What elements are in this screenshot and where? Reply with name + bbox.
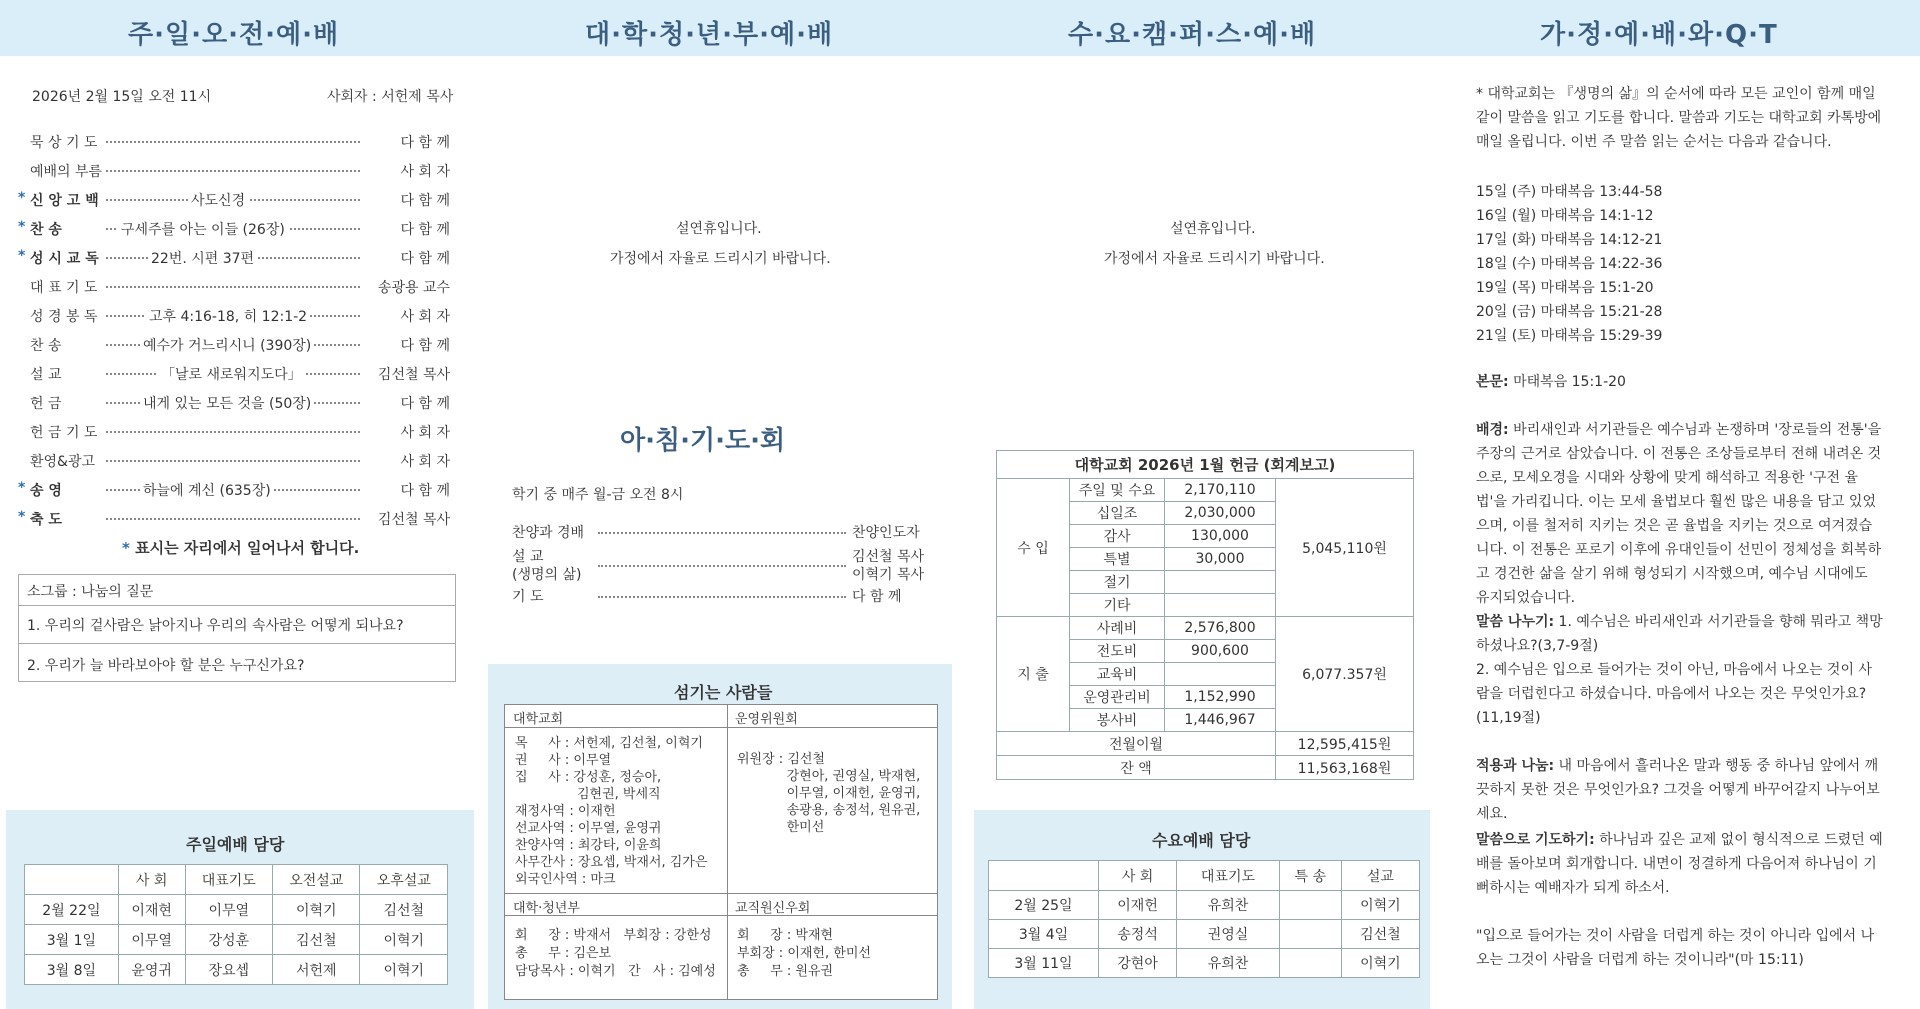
share-value-2: 2. 예수님은 입으로 들어가는 것이 아닌, 마음에서 나오는 것이 사람을 더럽힌다고 하셨습니다. 마음에서 나오는 것은 무엇인가요?(11,19절): [1476, 662, 1872, 726]
order-row: [18, 276, 450, 298]
duty-cell: 이무열: [185, 895, 272, 925]
income-item: 십일조: [1070, 502, 1165, 525]
income-item: 주일 및 수요: [1070, 479, 1165, 502]
stand-star: *: [18, 219, 26, 235]
morning-who-2b: 이혁기 목사: [852, 567, 925, 583]
order-label: 헌 금: [30, 396, 62, 412]
expense-item: 사례비: [1070, 617, 1165, 640]
order-row: [18, 247, 450, 269]
order-label: 헌 금 기 도: [30, 425, 98, 441]
duty-header-cell: 사 회: [1098, 861, 1176, 891]
duty-header-cell: 대표기도: [1177, 861, 1280, 891]
stand-star: *: [18, 480, 26, 496]
morning-item-2: 설 교: [512, 549, 544, 565]
duty-cell: 강성훈: [185, 925, 272, 955]
youth-break-1: 설연휴입니다.: [676, 221, 762, 237]
dots: [106, 460, 360, 462]
order-label: 대 표 기 도: [30, 280, 98, 296]
bg-value: 바리새인과 서기관들은 예수님과 논쟁하며 '장로들의 전통'을 주장의 근거로 삼았습니다. 이 전통은 조상들로부터 전해 내려온 것으로, 모세오경을 시대와 상황에 맞게 해석하고 적용한 '구전 율법'을 가리킵니다. 이는 모세 율법보다 훨씬 많은 내용을 담고 있었으며, 이를 철저히 지키는 것은 곧 율법을 지키는 것으로 여겨졌습니다. 이 전통은 포로기 이후에 유대인들이 선민이 정체성을 회복하고 경건한 삶을 살기 위해 형성되기 시작했으며, 예수님 시대에도 유지되었습니다.: [1476, 422, 1882, 606]
share-label: 말씀 나누기:: [1476, 614, 1555, 630]
duty-cell: 송정석: [1098, 920, 1176, 949]
servants-panel: [488, 664, 952, 1009]
duty-header-cell: 설교: [1341, 861, 1419, 891]
staff-head: 교직원신우회: [735, 901, 811, 916]
background-section: [1476, 418, 1884, 610]
wednesday-duty-title: 수요예배 담당: [1152, 831, 1251, 850]
divider: [505, 893, 937, 894]
morning-who-3: 다 함 께: [852, 589, 902, 605]
sunday-presider: 사회자 : 서헌제 목사: [327, 89, 454, 105]
stand-star: *: [18, 509, 26, 525]
family-header: [1440, 0, 1920, 56]
morning-time: 학기 중 매주 월-금 오전 8시: [512, 487, 684, 503]
sunday-column: [0, 0, 480, 1009]
income-item: 절기: [1070, 571, 1165, 594]
list-item: 찬양사역 : 최강타, 이윤희: [515, 838, 662, 853]
reading-list: [1476, 180, 1662, 348]
duty-cell: 유희찬: [1177, 949, 1280, 978]
duty-cell: [1279, 891, 1341, 920]
apply-section: [1476, 754, 1884, 826]
church-head: 대학교회: [513, 712, 564, 727]
duty-cell: 윤영귀: [118, 955, 185, 985]
table-row: [25, 895, 448, 925]
order-label: 신 앙 고 백: [30, 193, 99, 209]
income-value: 30,000: [1165, 548, 1276, 571]
duty-header-cell: 사 회: [118, 865, 185, 895]
order-person: 사 회 자: [398, 161, 450, 181]
list-item: 위원장 : 김선철: [737, 752, 825, 767]
apply-label: 적용과 나눔:: [1476, 758, 1555, 774]
carry-label: 전월이월: [997, 732, 1276, 756]
order-row: [18, 305, 450, 327]
order-person: 다 함 께: [398, 393, 450, 413]
order-label: 설 교: [30, 367, 62, 383]
duty-cell: 이혁기: [1341, 891, 1419, 920]
duty-cell: 강현아: [1098, 949, 1176, 978]
duty-cell: 유희찬: [1177, 891, 1280, 920]
youth-head: 대학·청년부: [513, 901, 580, 916]
order-row: [18, 189, 450, 211]
order-detail: 구세주를 아는 이들 (26장): [118, 219, 288, 239]
wednesday-column: [960, 0, 1440, 1009]
duty-header-cell: 오후설교: [360, 865, 448, 895]
income-value: 2,170,110: [1165, 479, 1276, 502]
income-total: 5,045,110원: [1276, 479, 1414, 617]
stand-note-text: 표시는 자리에서 일어나서 합니다.: [135, 539, 360, 557]
income-item: 감사: [1070, 525, 1165, 548]
smallgroup-box: [18, 574, 456, 682]
expense-value: 900,600: [1165, 640, 1276, 663]
dots: [598, 532, 846, 534]
sunday-duty-title: 주일예배 담당: [186, 835, 285, 854]
order-row: [18, 508, 450, 530]
order-person: 사 회 자: [398, 422, 450, 442]
morning-title: 아·침·기·도·회: [620, 426, 786, 456]
staff-list: [737, 927, 871, 981]
stand-star: *: [18, 248, 26, 264]
order-person: 김선철 목사: [375, 509, 450, 529]
list-item: 김현권, 박세직: [515, 787, 661, 802]
duty-cell: 김선철: [1341, 920, 1419, 949]
wednesday-duty-panel: [974, 810, 1430, 1009]
duty-header-cell: [25, 865, 119, 895]
duty-header-cell: 대표기도: [185, 865, 272, 895]
expense-value: 1,152,990: [1165, 686, 1276, 709]
offering-table: [996, 450, 1414, 780]
order-detail: 고후 4:16-18, 히 12:1-2: [146, 306, 310, 326]
order-detail: 내게 있는 모든 것을 (50장): [140, 393, 314, 413]
verse-quote: "입으로 들어가는 것이 사람을 더럽게 하는 것이 아니라 입에서 나오는 그것이 사람을 더럽게 하는 것이니라"(마 15:11): [1476, 928, 1875, 968]
duty-cell: 서헌제: [273, 955, 360, 985]
duty-cell: [1279, 949, 1341, 978]
list-item: 한미선: [737, 820, 825, 835]
order-detail: 「날로 새로워지도다」: [158, 364, 305, 384]
order-label: 축 도: [30, 512, 62, 528]
stand-note: [122, 537, 359, 558]
income-item: 특별: [1070, 548, 1165, 571]
youth-header: [480, 0, 960, 56]
list-item: 강현아, 권영실, 박재현,: [737, 769, 921, 784]
list-item: 회 장 : 박재현: [737, 928, 834, 943]
expense-item: 전도비: [1070, 640, 1165, 663]
list-item: 외국인사역 : 마크: [515, 872, 616, 887]
sunday-duty-panel: [6, 810, 474, 1009]
order-person: 사 회 자: [398, 451, 450, 471]
order-row: [18, 131, 450, 153]
order-person: 김선철 목사: [375, 364, 450, 384]
duty-cell: 김선철: [360, 895, 448, 925]
income-value: 130,000: [1165, 525, 1276, 548]
order-detail: 예수가 거느리시니 (390장): [140, 335, 314, 355]
divider: [19, 605, 455, 606]
prayer-section: [1476, 828, 1884, 900]
divider: [727, 705, 728, 999]
list-item: 부회장 : 이재헌, 한미선: [737, 946, 871, 961]
youth-break-2: 가정에서 자율로 드리시기 바랍니다.: [610, 251, 831, 267]
committee-list: [737, 751, 920, 836]
sunday-date: 2026년 2월 15일 오전 11시: [32, 89, 212, 105]
duty-header-cell: [989, 861, 1099, 891]
apply-value: 내 마음에서 흘러나온 말과 행동 중 하나님 앞에서 깨끗하지 못한 것은 무엇인가요? 그것을 어떻게 바꾸어갈지 나누어보세요.: [1476, 758, 1880, 822]
list-item: 권 사 : 이무열: [515, 753, 612, 768]
order-row: [18, 334, 450, 356]
list-item: 집 사 : 강성훈, 정승아,: [515, 770, 662, 785]
wednesday-title: 수·요·캠·퍼·스·예·배: [1068, 20, 1317, 50]
order-person: 다 함 께: [398, 132, 450, 152]
balance-label: 잔 액: [997, 756, 1276, 780]
church-list: [515, 735, 707, 888]
text-label: 본문:: [1476, 374, 1509, 390]
expense-total: 6,077.357원: [1276, 617, 1414, 732]
expense-value: 1,446,967: [1165, 709, 1276, 732]
duty-header-cell: 특 송: [1279, 861, 1341, 891]
morning-who-1: 찬양인도자: [852, 525, 920, 541]
duty-cell: 이무열: [118, 925, 185, 955]
income-value: [1165, 571, 1276, 594]
order-person: 다 함 께: [398, 248, 450, 268]
duty-cell: 3월 8일: [25, 955, 119, 985]
list-item: 사무간사 : 장요셉, 박재서, 김가은: [515, 855, 708, 870]
expense-label: 지 출: [997, 617, 1070, 732]
order-detail: 하늘에 계신 (635장): [140, 480, 274, 500]
income-item: 기타: [1070, 594, 1165, 617]
expense-item: 봉사비: [1070, 709, 1165, 732]
income-value: [1165, 594, 1276, 617]
order-row: [18, 450, 450, 472]
sunday-duty-table: [24, 864, 448, 985]
divider: [505, 727, 937, 728]
order-label: 성 경 봉 독: [30, 309, 98, 325]
reading-item: 21일 (토) 마태복음 15:29-39: [1476, 328, 1663, 344]
stand-note-star: *: [122, 539, 130, 557]
order-label: 예배의 부름: [30, 164, 103, 180]
order-row: [18, 160, 450, 182]
share-value-1: 1. 예수님은 바리새인과 서기관들을 향해 뭐라고 책망하셨나요?(3,7-9절): [1476, 614, 1883, 654]
dots: [598, 596, 846, 598]
duty-cell: [1279, 920, 1341, 949]
youth-list: [515, 927, 716, 981]
order-person: 사 회 자: [398, 306, 450, 326]
pray-label: 말씀으로 기도하기:: [1476, 832, 1595, 848]
table-row: [989, 949, 1420, 978]
wednesday-break-2: 가정에서 자율로 드리시기 바랍니다.: [1104, 251, 1325, 267]
table-row: [25, 955, 448, 985]
reading-item: 16일 (월) 마태복음 14:1-12: [1476, 208, 1654, 224]
expense-value: 2,576,800: [1165, 617, 1276, 640]
dots: [598, 565, 846, 567]
morning-item-1: 찬양과 경배: [512, 525, 585, 541]
order-detail: 22번. 시편 37편: [148, 248, 257, 268]
family-intro: * 대학교회는 『생명의 삶』의 순서에 따라 모든 교인이 함께 매일 같이 말씀을 읽고 기도를 합니다. 말씀과 기도는 대학교회 카톡방에 매일 올립니다. 이번 주 말씀 읽는 순서는 다음과 같습니다.: [1476, 86, 1882, 150]
smallgroup-title: 소그룹 : 나눔의 질문: [27, 584, 154, 600]
family-title: 가·정·예·배·와·Q·T: [1540, 20, 1778, 50]
order-row: [18, 392, 450, 414]
table-row: [989, 891, 1420, 920]
order-label: 성 시 교 독: [30, 251, 99, 267]
reading-item: 20일 (금) 마태복음 15:21-28: [1476, 304, 1663, 320]
duty-cell: 이혁기: [360, 955, 448, 985]
order-label: 환영&광고: [30, 454, 96, 470]
dots: [106, 170, 360, 172]
question-2: 2. 우리가 늘 바라보아야 할 분은 누구신가요?: [27, 658, 305, 674]
table-row: [989, 920, 1420, 949]
duty-cell: 3월 4일: [989, 920, 1099, 949]
duty-cell: 권영실: [1177, 920, 1280, 949]
order-label: 찬 송: [30, 338, 62, 354]
share-section: [1476, 610, 1884, 730]
duty-cell: 2월 22일: [25, 895, 119, 925]
list-item: 선교사역 : 이무열, 윤영귀: [515, 821, 662, 836]
list-item: 목 사 : 서헌제, 김선철, 이혁기: [515, 736, 703, 751]
duty-cell: 이재헌: [1098, 891, 1176, 920]
duty-cell: 이혁기: [273, 895, 360, 925]
duty-cell: 이재현: [118, 895, 185, 925]
reading-item: 15일 (주) 마태복음 13:44-58: [1476, 184, 1663, 200]
list-item: 총 무 : 원유권: [737, 964, 834, 979]
order-row: [18, 218, 450, 240]
table-row: [25, 925, 448, 955]
order-label: 송 영: [30, 483, 62, 499]
duty-cell: 2월 25일: [989, 891, 1099, 920]
duty-cell: 김선철: [273, 925, 360, 955]
sunday-title: 주·일·오·전·예·배: [128, 20, 340, 50]
pray-value: 하나님과 깊은 교제 없이 형식적으로 드렸던 예배를 돌아보며 회개합니다. 내면이 정결하게 다음어져 하나님이 기뻐하시는 예배자가 되게 하소서.: [1476, 832, 1883, 896]
wednesday-duty-table: [988, 860, 1420, 978]
youth-column: [480, 0, 960, 1009]
list-item: 재정사역 : 이재헌: [515, 804, 616, 819]
morning-who-2a: 김선철 목사: [852, 549, 925, 565]
order-person: 다 함 께: [398, 219, 450, 239]
wednesday-header: [960, 0, 1440, 56]
list-item: 송광용, 송정석, 원유권,: [737, 803, 921, 818]
duty-header-cell: 오전설교: [273, 865, 360, 895]
reading-item: 18일 (수) 마태복음 14:22-36: [1476, 256, 1663, 272]
order-person: 송광용 교수: [375, 277, 450, 297]
duty-cell: 이혁기: [1341, 949, 1419, 978]
order-row: [18, 363, 450, 385]
divider: [19, 643, 455, 644]
text-value: 마태복음 15:1-20: [1508, 374, 1626, 390]
dots: [106, 286, 360, 288]
order-person: 다 함 께: [398, 480, 450, 500]
dots: [106, 518, 360, 520]
morning-item-3: 기 도: [512, 589, 544, 605]
youth-title: 대·학·청·년·부·예·배: [585, 20, 834, 50]
text-passage: [1476, 370, 1884, 394]
list-item: 총 무 : 김은보: [515, 946, 612, 961]
servants-title: 섬기는 사람들: [674, 683, 773, 702]
reading-item: 17일 (화) 마태복음 14:12-21: [1476, 232, 1663, 248]
order-label: 찬 송: [30, 222, 62, 238]
duty-cell: 장요셉: [185, 955, 272, 985]
list-item: 회 장 : 박재서 부회장 : 강한성: [515, 928, 712, 943]
servants-table: [504, 704, 938, 1000]
duty-cell: 이혁기: [360, 925, 448, 955]
duty-cell: 3월 11일: [989, 949, 1099, 978]
order-person: 다 함 께: [398, 335, 450, 355]
order-row: [18, 479, 450, 501]
wednesday-break-1: 설연휴입니다.: [1170, 221, 1256, 237]
offering-title: 대학교회 2026년 1월 헌금 (회계보고): [997, 451, 1414, 479]
expense-value: [1165, 663, 1276, 686]
list-item: 이무열, 이재헌, 윤영귀,: [737, 786, 921, 801]
dots: [106, 431, 360, 433]
order-person: 다 함 께: [398, 190, 450, 210]
dots: [106, 141, 360, 143]
duty-cell: 3월 1일: [25, 925, 119, 955]
income-value: 2,030,000: [1165, 502, 1276, 525]
sunday-header: [0, 0, 480, 56]
reading-item: 19일 (목) 마태복음 15:1-20: [1476, 280, 1654, 296]
bg-label: 배경:: [1476, 422, 1509, 438]
morning-item-2-sub: (생명의 삶): [512, 567, 582, 583]
order-row: [18, 421, 450, 443]
balance-value: 11,563,168원: [1276, 756, 1414, 780]
family-column: [1440, 0, 1920, 1009]
list-item: 담당목사 : 이혁기 간 사 : 김예성: [515, 964, 716, 979]
order-detail: 사도신경: [188, 190, 248, 210]
carry-value: 12,595,415원: [1276, 732, 1414, 756]
expense-item: 운영관리비: [1070, 686, 1165, 709]
order-label: 묵 상 기 도: [30, 135, 98, 151]
committee-head: 운영위원회: [735, 712, 798, 727]
question-1: 1. 우리의 겉사람은 낡아지나 우리의 속사람은 어떻게 되나요?: [27, 618, 404, 634]
expense-item: 교육비: [1070, 663, 1165, 686]
stand-star: *: [18, 190, 26, 206]
income-label: 수 입: [997, 479, 1070, 617]
